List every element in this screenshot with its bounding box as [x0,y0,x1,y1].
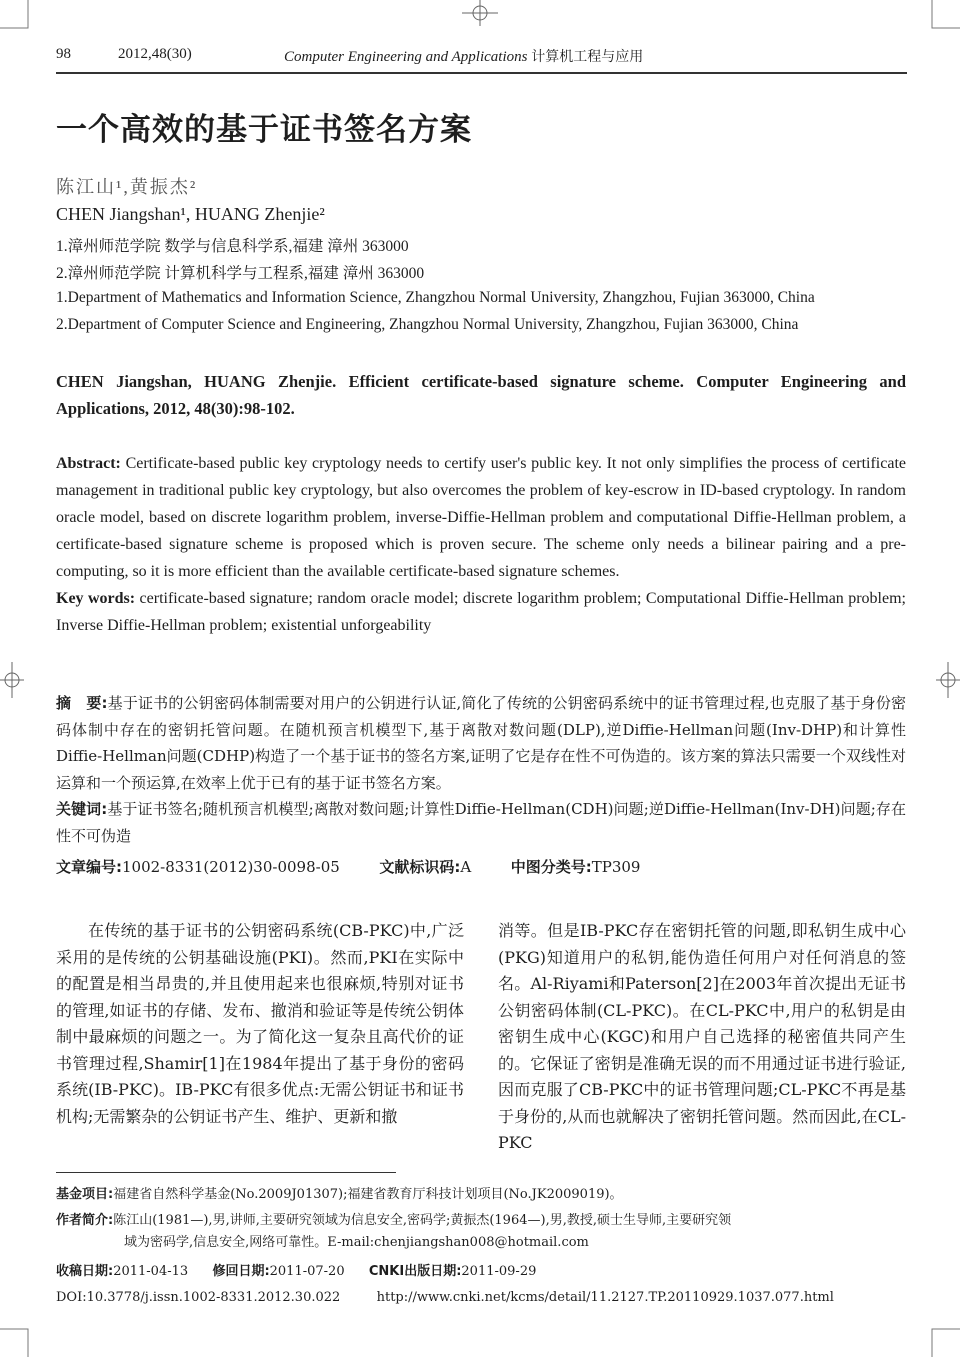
class-label: 中图分类号: [510,858,592,876]
footnote-dates [56,1261,908,1283]
registration-mark-top [462,0,498,26]
abstract-label: Abstract: [56,455,121,472]
footnote-author [56,1210,908,1254]
crop-mark-bottom-right [930,1327,960,1357]
revised-label: 修回日期: [212,1264,270,1279]
author-bio-line1: 陈江山(1981—),男,讲师,主要研究领域为信息安全,密码学;黄振杰(1964—),男,教授,硕士生导师,主要研究领 [113,1213,732,1228]
fund-text: 福建省自然科学基金(No.2009J01307);福建省教育厅科技计划项目(No.JK2009019)。 [113,1187,623,1202]
chinese-abstract-section [56,690,906,849]
journal-name-cn: 计算机工程与应用 [531,49,644,65]
doc-code: A [460,858,472,876]
received-date: 2011-04-13 [113,1264,189,1279]
article-no-label: 文章编号: [56,858,122,876]
received-label: 收稿日期: [56,1264,114,1279]
journal-name-en: Computer Engineering and Applications [284,49,528,65]
abstract-text: Certificate-based public key cryptology needs to certify user's public key. It not only simplifies the process of certificate management in traditional public key cryptology, but also overcomes the problem of key-escrow in ID-based cryptology. In random oracle model, based on discrete logarithm problem, inverse-Diffie-Hellman problem and computational Diffie-Hellman problem, a certificate-based signature scheme is proposed which is proven secure. The scheme only needs a bilinear pairing and a pre-computing, so it is more efficient than the available certificate-based signature schemes. [56,455,907,580]
guanjianci-text: 基于证书签名;随机预言机模型;离散对数问题;计算性Diffie-Hellman(CDH)问题;逆Diffie-Hellman(Inv-DH)问题;存在性不可伪造 [56,800,907,845]
guanjianci-label: 关键词: [56,800,108,818]
body-column-left: 在传统的基于证书的公钥密码系统(CB-PKC)中,广泛采用的是传统的公钥基础设施(PKI)。然而,PKI在实际中的配置是相当昂贵的,并且使用起来也很麻烦,特别对证书的管理,如证书的存储、发布、撤消和验证等是传统公钥体制中最麻烦的问题之一。为了简化这一复杂且高代价的证书管理过程,Shamir[1]在1984年提出了基于身份的密码系统(IB-PKC)。IB-PKC有很多优点:无需公钥证书和证书机构;无需繁杂的公钥证书产生、维护、更新和撤 [56,921,464,1126]
affiliation-2-en: 2.Department of Computer Science and Engineering, Zhangzhou Normal University, Zhangzhou, Fujian 363000, China [56,316,799,333]
registration-mark-right [936,662,960,698]
issue-info: 2012,48(30) [118,46,192,62]
author-bio-line2: 域为密码学,信息安全,网络可靠性。E-mail:chenjiangshan008@hotmail.com [124,1235,589,1250]
affiliation-2-cn: 2.漳州师范学院 计算机科学与工程系,福建 漳州 363000 [56,265,425,282]
author-bio-label: 作者简介: [56,1213,114,1228]
fund-label: 基金项目: [56,1187,114,1202]
registration-mark-left [0,662,24,698]
running-header [56,46,906,72]
abstract-section [56,450,906,639]
doc-code-label: 文献标识码: [379,858,461,876]
cnki-label: CNKI出版日期: [368,1264,462,1279]
cnki-date: 2011-09-29 [461,1264,537,1279]
class-no: TP309 [591,858,641,876]
crop-mark-top-right [930,0,960,30]
keywords-text: certificate-based signature; random oracle model; discrete logarithm problem; Computational Diffie-Hellman problem; Inverse Diffie-Hellman problem; existential unforgeability [56,590,906,634]
doi: DOI:10.3778/j.issn.1002-8331.2012.30.022 [56,1290,341,1305]
footnote-doi [56,1287,908,1309]
cnki-url[interactable]: http://www.cnki.net/kcms/detail/11.2127.TP.20110929.1037.077.html [376,1290,834,1305]
body-column-right: 消等。但是IB-PKC存在密钥托管的问题,即私钥生成中心(PKG)知道用户的私钥,能伪造任何用户对任何消息的签名。Al-Riyami和Paterson[2]在2003年首次提出无证书公钥密码体制(CL-PKC)。在CL-PKC中,用户的私钥是由密钥生成中心(KGC)和用户自己选择的秘密值共同产生的。它保证了密钥是准确无误的而不用通过证书进行验证,因而克服了CB-PKC中的证书管理问题;CL-PKC不再是基于身份的,从而也就解决了密钥托管问题。然而因此,在CL-PKC [498,921,906,1152]
footnote-fund [56,1184,908,1206]
revised-date: 2011-07-20 [269,1264,345,1279]
paper-title: 一个高效的基于证书签名方案 [56,112,472,148]
footnote-rule [56,1172,396,1173]
authors-english: CHEN Jiangshan¹, HUANG Zhenjie² [56,204,325,224]
affiliation-1-cn: 1.漳州师范学院 数学与信息科学系,福建 漳州 363000 [56,238,409,255]
journal-name [284,46,643,66]
article-meta [56,856,640,877]
crop-mark-top-left [0,0,30,30]
crop-mark-bottom-left [0,1327,30,1357]
zhaiyao-label: 摘 要: [56,694,108,712]
citation: CHEN Jiangshan, HUANG Zhenjie. Efficient certificate-based signature scheme. Computer Engineering and Applications, 2012, 48(30):98-102. [56,372,906,418]
authors-chinese: 陈江山¹,黄振杰² [56,177,198,197]
article-no: 1002-8331(2012)30-0098-05 [122,858,340,876]
header-rule [56,72,907,74]
affiliation-1-en: 1.Department of Mathematics and Information Science, Zhangzhou Normal University, Zhangzhou, Fujian 363000, China [56,289,815,306]
zhaiyao-text: 基于证书的公钥密码体制需要对用户的公钥进行认证,简化了传统的公钥密码系统中的证书管理过程,也克服了基于身份密码体制中存在的密钥托管问题。在随机预言机模型下,基于离散对数问题(DLP),逆Diffie-Hellman问题(Inv-DHP)和计算性Diffie-Hellman问题(CDHP)构造了一个基于证书的签名方案,证明了它是存在性不可伪造的。该方案的算法只需要一个双线性对运算和一个预运算,在效率上优于已有的基于证书签名方案。 [56,694,906,792]
keywords-label: Key words: [56,590,136,607]
page-number: 98 [56,46,71,62]
